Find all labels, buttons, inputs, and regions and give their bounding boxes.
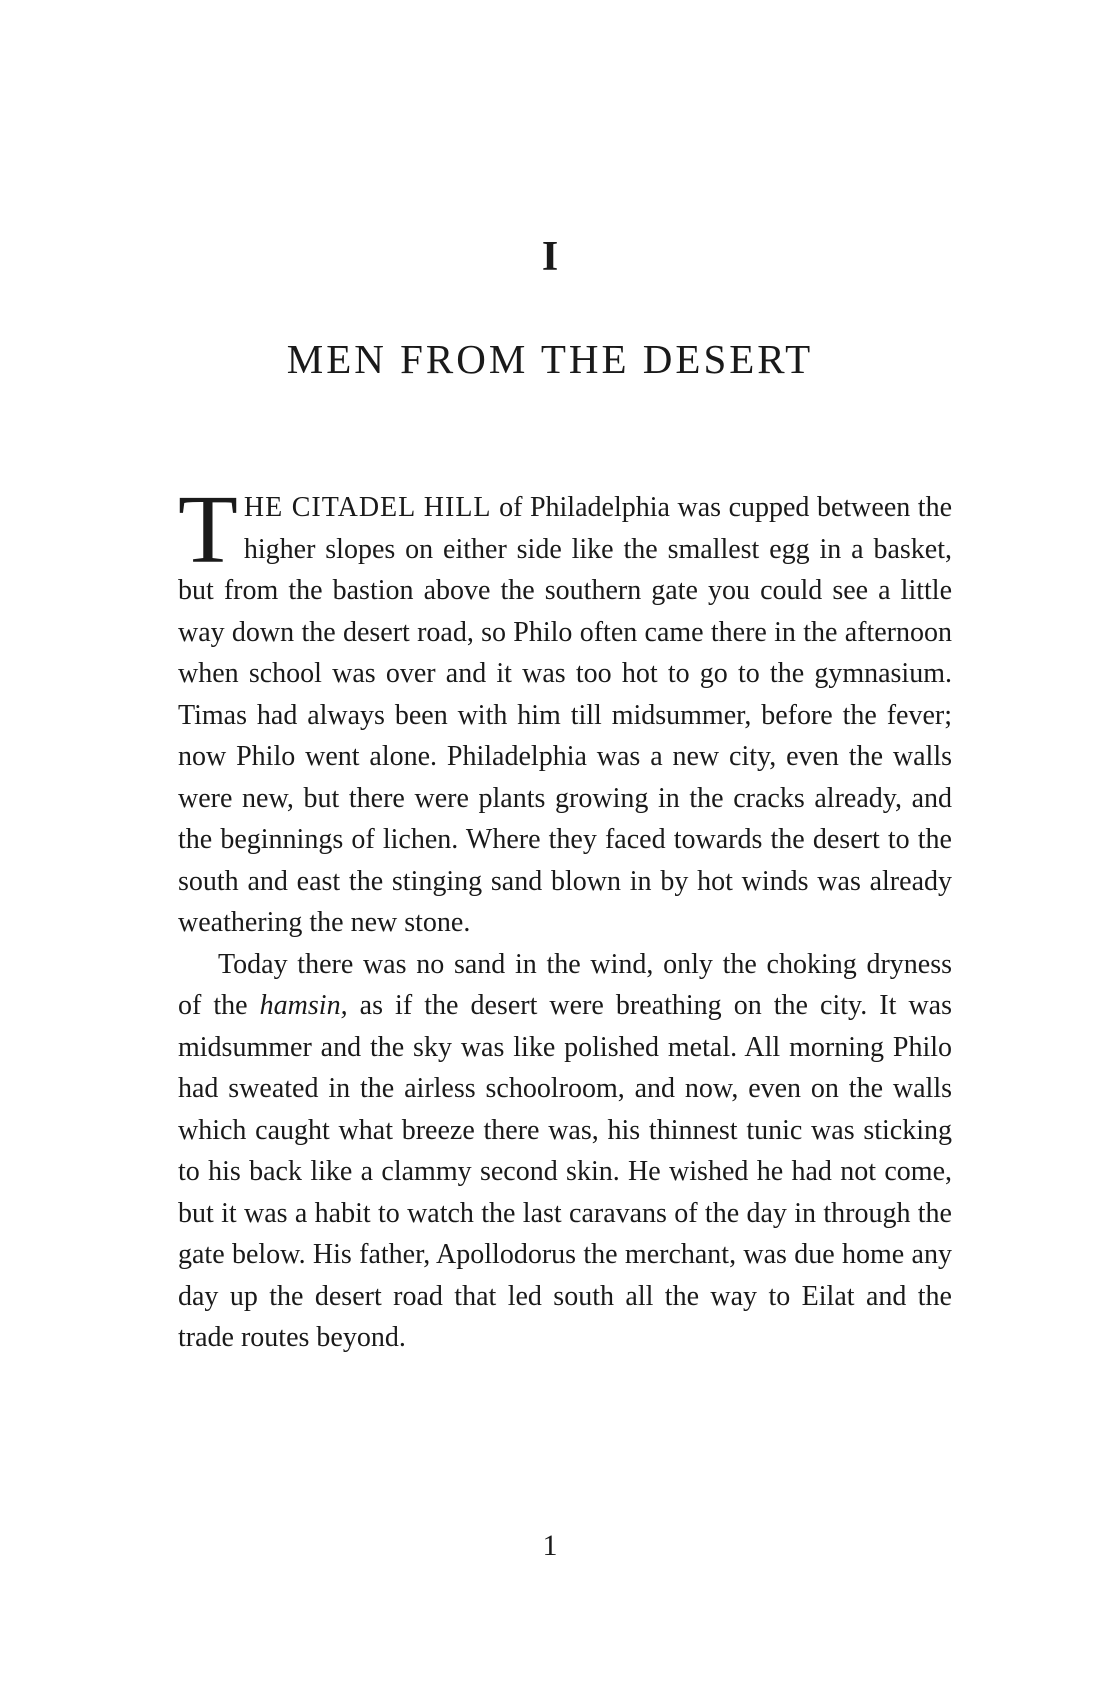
drop-cap: T	[178, 476, 238, 584]
chapter-title: MEN FROM THE DESERT	[286, 336, 814, 382]
paragraph-2-text-after: as if the desert were breathing on the city. It was midsummer and the sky was like polished metal. All morning Philo had sweated in the airless schoolroom, and now, even on the walls which caught what breeze there was, his thinnest tunic was sticking to his back like a clammy second skin. He wished he had not come, but it was a habit to watch the last caravans of the day in through the gate below. His father, Apollodorus the merchant, was due home any day up the desert road that led south all the way to Eilat and the trade routes beyond.	[178, 990, 952, 1353]
italic-term: hamsin,	[259, 990, 348, 1021]
lead-in-small-caps: HE CITADEL HILL	[243, 492, 492, 523]
paragraph-2	[178, 944, 952, 1359]
page-number: 1	[542, 1529, 558, 1562]
chapter-number: I	[541, 234, 559, 280]
paragraph-1-text: of Philadelphia was cupped between the higher slopes on either side like the smallest egg in a basket, but from the bastion above the southern gate you could see a little way down the desert road, so Philo often came there in the afternoon when school was over and it was too hot to go to the gymnasium. Timas had always been with him till midsummer, before the fever; now Philo went alone. Philadelphia was a new city, even the walls were new, but there were plants growing in the cracks already, and the beginnings of lichen. Where they faced towards the desert to the south and east the stinging sand blown in by hot winds was already weathering the new stone.	[178, 492, 953, 938]
chapter-body	[178, 476, 953, 1359]
paragraph-2-text-before: Today there was no sand in the wind, only the choking dryness of the	[178, 948, 952, 1021]
paragraph-1	[178, 476, 953, 944]
